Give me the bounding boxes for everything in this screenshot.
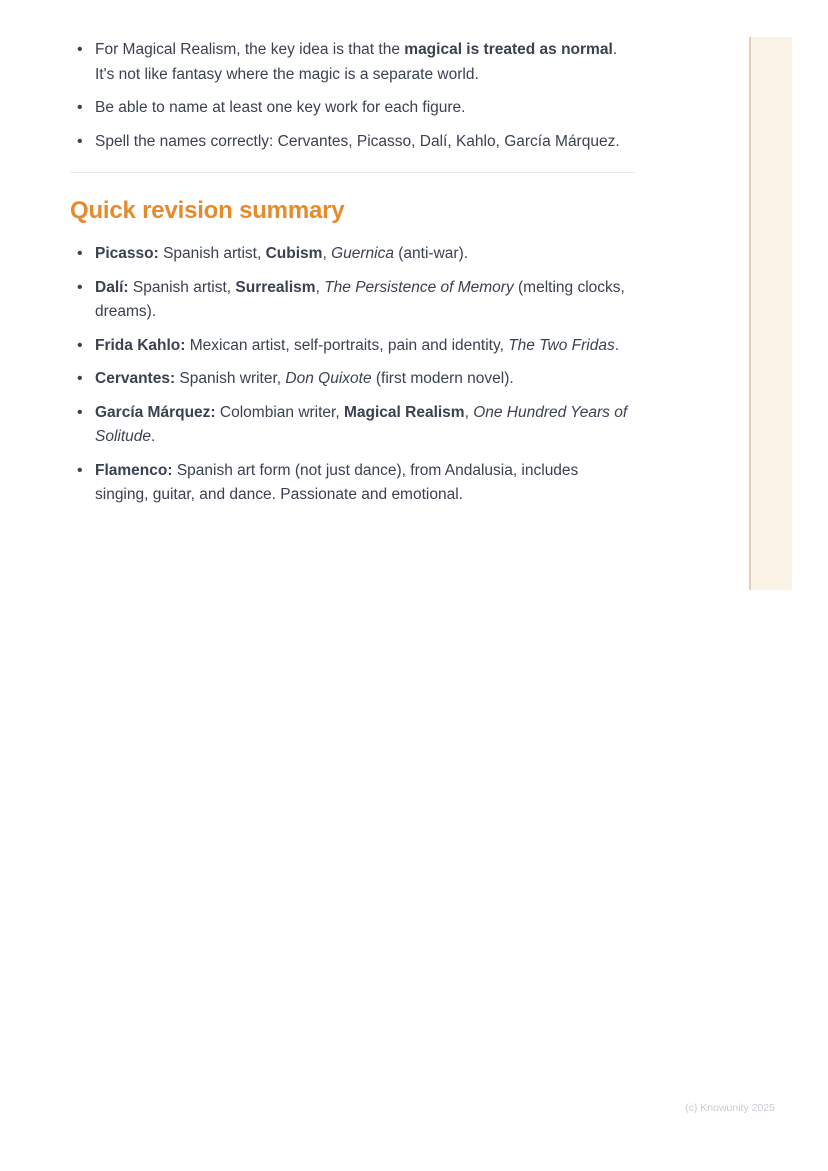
list-item: • For Magical Realism, the key idea is that the magical is treated as normal. It's not like fantasy where the magic is a separate world. xyxy=(70,38,636,87)
list-item: • Picasso: Spanish artist, Cubism, Guernica (anti-war). xyxy=(70,242,636,267)
summary-list xyxy=(70,242,636,508)
list-item: • Be able to name at least one key work for each figure. xyxy=(70,96,636,121)
section-divider xyxy=(70,172,635,173)
section-heading: Quick revision summary xyxy=(70,197,345,224)
list-item: • Cervantes: Spanish writer, Don Quixote (first modern novel). xyxy=(70,367,636,392)
list-item: • Spell the names correctly: Cervantes, Picasso, Dalí, Kahlo, García Márquez. xyxy=(70,130,636,155)
list-item: • Flamenco: Spanish art form (not just dance), from Andalusia, includes singing, guitar, and dance. Passionate and emotional. xyxy=(70,459,636,508)
notes-list xyxy=(70,38,636,154)
list-item: • Frida Kahlo: Mexican artist, self-portraits, pain and identity, The Two Fridas. xyxy=(70,334,636,359)
list-item: • Dalí: Spanish artist, Surrealism, The Persistence of Memory (melting clocks, dreams). xyxy=(70,276,636,325)
page-edge-strip xyxy=(749,37,792,590)
list-item: • García Márquez: Colombian writer, Magical Realism, One Hundred Years of Solitude. xyxy=(70,401,636,450)
document-content xyxy=(70,38,636,517)
footer-copyright: (c) Knowunity 2025 xyxy=(685,1102,775,1114)
